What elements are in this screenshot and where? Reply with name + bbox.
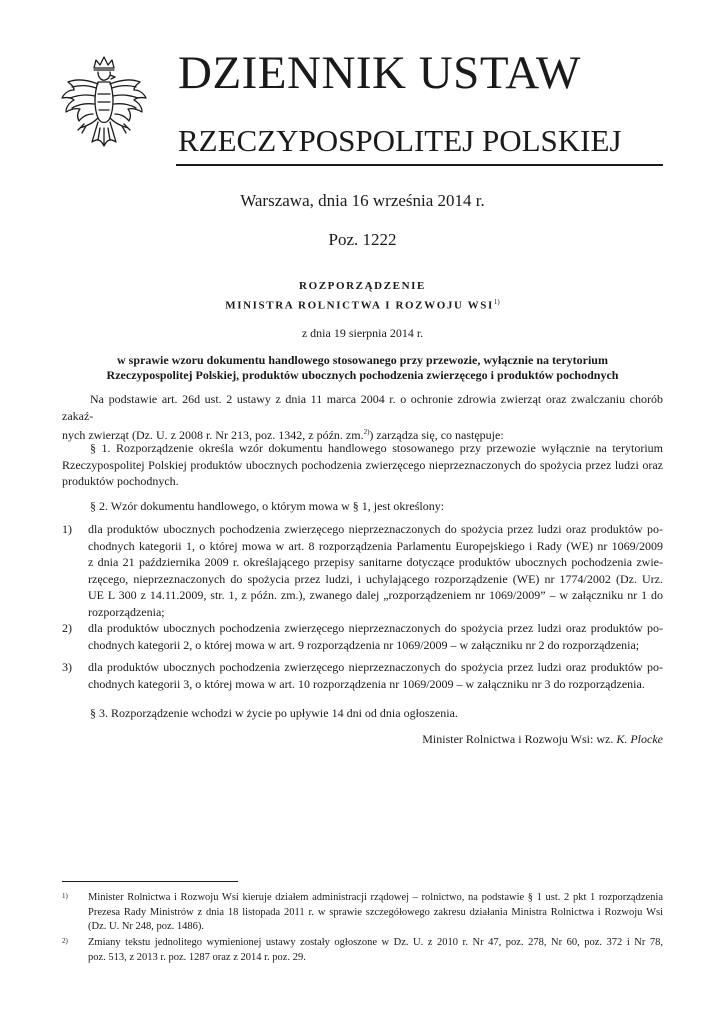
list-item-line: rzęcego, nieprzeznaczonych do spożycia przez ludzi, i uchylającego rozporządzenie (WE) nr 1774/2002 (Dz. Urz.	[88, 571, 663, 586]
list-item-number: 3)	[62, 660, 72, 674]
list-item-line: z dnia 21 października 2009 r. określającego przepisy sanitarne dotyczące produktów ubocznych pochodzenia zwie-	[88, 555, 663, 569]
act-issuer-heading	[0, 298, 725, 312]
footnote	[62, 891, 663, 935]
list-item-number: 1)	[62, 522, 72, 536]
signature	[422, 732, 663, 747]
position-number: Poz. 1222	[328, 230, 397, 249]
paragraph-2-intro	[62, 498, 663, 515]
preamble-text: ) zarządza się, co następuje:	[369, 428, 504, 442]
footnote-ref: 2)	[363, 428, 370, 436]
act-type-heading: ROZPORZĄDZENIE	[299, 280, 426, 292]
signatory-name: K. Plocke	[616, 732, 663, 746]
paragraph-line: produktów pochodnych.	[62, 474, 179, 488]
list-item-line: chodnych kategorii 3, o której mowa w art. 10 rozporządzenia nr 1069/2009 – w załączniku nr 3 do rozporządzenia.	[88, 676, 645, 691]
journal-subtitle: RZECZYPOSPOLITEJ POLSKIEJ	[178, 123, 622, 158]
footnote-line: poz. 513, z 2013 r. poz. 1287 oraz z 2014 r. poz. 29.	[88, 951, 306, 963]
masthead-divider	[176, 164, 663, 166]
paragraph-line: § 1. Rozporządzenie określa wzór dokumentu handlowego stosowanego przy przewozie wyłącznie na terytorium	[90, 441, 663, 455]
paragraph-line: § 2. Wzór dokumentu handlowego, o którym mowa w § 1, jest określony:	[90, 499, 445, 513]
list-item-line: dla produktów ubocznych pochodzenia zwierzęcego nieprzeznaczonych do spożycia przez ludzi oraz produktów po-	[88, 660, 663, 674]
list-item-line: chodnych kategorii 2, o której mowa w art. 9 rozporządzenia nr 1069/2009 – w załączniku nr 2 do rozporządzenia;	[88, 637, 640, 652]
preamble-text: nych zwierząt (Dz. U. z 2008 r. Nr 213, poz. 1342, z późn. zm.	[62, 428, 364, 442]
act-issue-date: z dnia 19 sierpnia 2014 r.	[301, 326, 424, 340]
subject-line: Rzeczypospolitej Polskiej, produktów ubocznych pochodzenia zwierzęcego i produktów pochodnych	[106, 368, 619, 382]
subject-line: w sprawie wzoru dokumentu handlowego stosowanego przy przewozie, wyłącznie na terytorium	[117, 353, 608, 367]
list-item-line: rozporządzenia;	[88, 604, 165, 619]
issuer-footnote-ref: 1)	[493, 298, 500, 306]
preamble	[62, 391, 663, 444]
act-subject	[62, 353, 663, 383]
list-item-number: 2)	[62, 621, 72, 635]
list-item-line: UE L 300 z 14.11.2009, str. 1, z późn. zm.), zwanego dalej „rozporządzeniem nr 1069/2009” – w załączniku nr 1 do	[88, 588, 663, 602]
publication-date: Warszawa, dnia 16 września 2014 r.	[240, 191, 485, 210]
list-item-line: dla produktów ubocznych pochodzenia zwierzęcego nieprzeznaczonych do spożycia przez ludzi oraz produktów po-	[88, 621, 663, 635]
journal-title: DZIENNIK USTAW	[178, 47, 581, 99]
white-eagle-emblem-icon	[58, 54, 150, 156]
footnote-mark: 2)	[62, 937, 68, 945]
footnote-line: Minister Rolnictwa i Rozwoju Wsi kieruje działem administracji rządowej – rolnictwo, na podstawie § 1 ust. 2 pkt 1 rozporządzenia	[88, 892, 663, 903]
preamble-line: Na podstawie art. 26d ust. 2 ustawy z dnia 11 marca 2004 r. o ochronie zdrowia zwierząt oraz zwalczaniu chorób zakaź-	[62, 392, 663, 423]
paragraph-1	[62, 440, 663, 490]
signature-text: Minister Rolnictwa i Rozwoju Wsi: wz.	[422, 732, 614, 746]
list-item-line: chodnych kategorii 1, o której mowa w art. 8 rozporządzenia Parlamentu Europejskiego i Rady (WE) nr 1069/2009	[88, 538, 663, 553]
footnote-line: (Dz. U. Nr 248, poz. 1486).	[88, 921, 205, 932]
list-item-line: dla produktów ubocznych pochodzenia zwierzęcego nieprzeznaczonych do spożycia przez ludzi oraz produktów po-	[88, 522, 663, 536]
issuer-name: MINISTRA ROLNICTWA I ROZWOJU WSI	[225, 299, 494, 312]
paragraph-3	[62, 705, 663, 722]
paragraph-line: Rzeczypospolitej Polskiej produktów ubocznych pochodzenia zwierzęcego nieprzeznaczonych do spożycia przez ludzi oraz	[62, 457, 663, 472]
footnote-line: Zmiany tekstu jednolitego wymienionej ustawy zostały ogłoszone w Dz. U. z 2010 r. Nr 47, poz. 278, Nr 60, poz. 372 i Nr 78,	[88, 937, 663, 948]
footnote	[62, 936, 663, 965]
footnote-divider	[62, 881, 238, 882]
list-item	[62, 659, 663, 692]
footnote-mark: 1)	[62, 892, 68, 900]
paragraph-line: § 3. Rozporządzenie wchodzi w życie po upływie 14 dni od dnia ogłoszenia.	[90, 706, 458, 720]
footnote-line: Prezesa Rady Ministrów z dnia 18 listopada 2011 r. w sprawie szczegółowego zakresu działania Ministra Rolnictwa i Rozwoju Wsi	[88, 906, 663, 918]
list-item	[62, 620, 663, 653]
list-item	[62, 521, 663, 620]
